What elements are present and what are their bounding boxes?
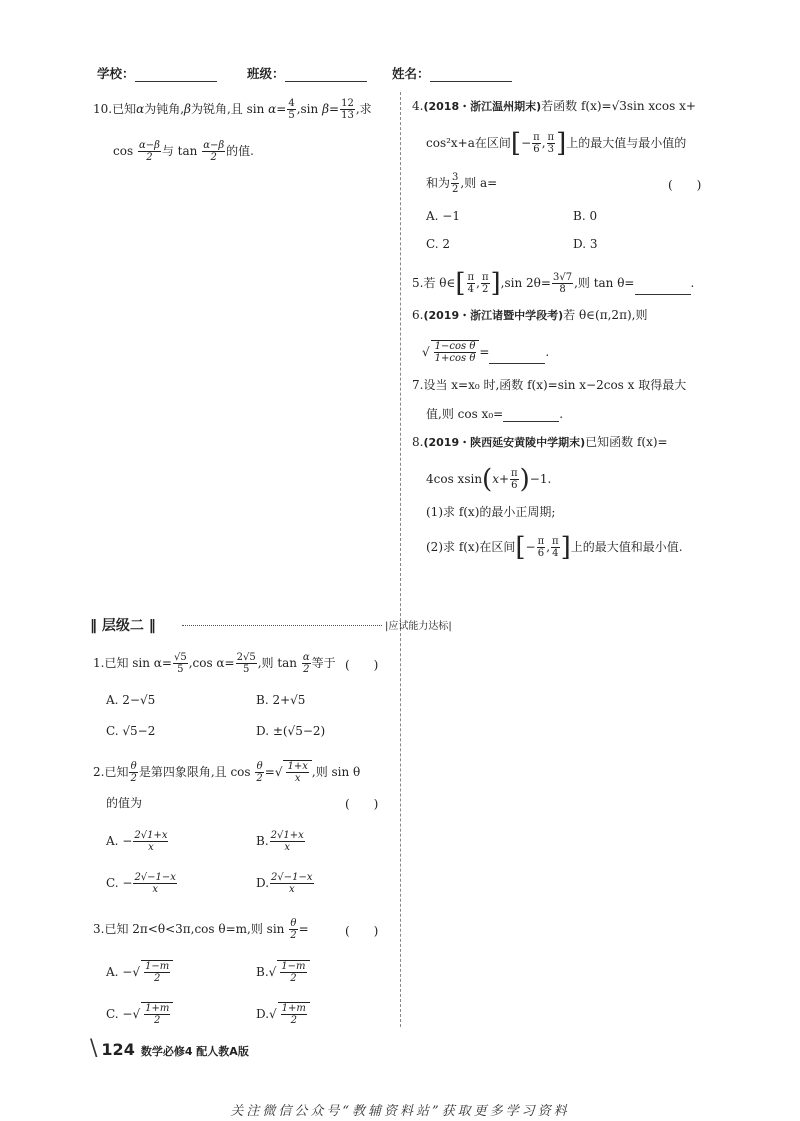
column-divider [400, 92, 401, 1027]
q4-option-a[interactable]: A. −1 [426, 209, 460, 223]
q10-line2: cos $\frac{\alpha-\beta}{2}$ 与 tan $\frac{\alpha-\beta}{2}$ 的值. [113, 140, 254, 163]
class-label: 班级： [247, 66, 285, 81]
q4-option-b[interactable]: B. 0 [573, 209, 598, 223]
q7-stem: 7.设当 x=x₀ 时,函数 f(x)=sin x−2cos x 取得最大 [412, 378, 687, 392]
q4-stem: 4.(2018・浙江温州期末)若函数 f(x)=√3sin xcos x+ [412, 99, 696, 113]
q2-stem: 2.已知 $\frac{\theta}{2}$ 是第四象限角,且 cos $\frac{\theta}{2}$ =√ $\frac{1+x}{x}$ ,则 sin θ [93, 761, 361, 784]
school-label: 学校： [97, 66, 135, 81]
q4-line3: 和为 $\frac{3}{2}$ ,则 a= [426, 172, 498, 195]
footer-slash: \ [90, 1036, 98, 1061]
q2-option-b[interactable]: B. $\frac{2√1+x}{x}$ [256, 830, 304, 853]
level-two-header [90, 615, 452, 637]
q5-stem: 5.若 θ∈[ $\frac{\pi}{4}$ , $\frac{\pi}{2}$ ],sin 2θ= $\frac{3√7}{8}$ ,则 tan θ= . [412, 268, 695, 299]
q1-answer-paren[interactable]: ( ) [345, 658, 379, 672]
q3-option-b[interactable]: B.√ $\frac{1-m}{2}$ [256, 960, 310, 984]
q4-line2: cos²x+a在区间[− $\frac{\pi}{6}$ , $\frac{\pi}{3}$ ]上的最大值与最小值的 [426, 128, 687, 159]
q2-option-d[interactable]: D. $\frac{2√-1-x}{x}$ [256, 872, 313, 895]
q5-answer-blank[interactable] [635, 282, 691, 295]
name-label: 姓名： [392, 66, 430, 81]
q1-option-d[interactable]: D. ±(√5−2) [256, 724, 326, 738]
page-footer [90, 1036, 249, 1061]
q4-option-d[interactable]: D. 3 [573, 237, 598, 251]
q2-option-c[interactable]: C. − $\frac{2√-1-x}{x}$ [106, 872, 176, 895]
watermark: 关注微信公众号“教辅资料站”获取更多学习资料 [230, 1104, 570, 1119]
q8-stem: 8.(2019・陕西延安黄陵中学期末)已知函数 f(x)= [412, 435, 668, 449]
q3-stem: 3.已知 2π<θ<3π,cos θ=m,则 sin $\frac{\theta}{2}$ = [93, 918, 309, 941]
level-dots [182, 625, 382, 626]
q10-line1: 10.已知α为钝角,β为锐角,且 sin α= $\frac{4}{5}$ ,sin β= $\frac{12}{13}$ ,求 [93, 98, 372, 121]
q6-stem: 6.(2019・浙江诸暨中学段考)若 θ∈(π,2π),则 [412, 308, 648, 322]
q1-stem: 1.已知 sin α= $\frac{√5}{5}$ ,cos α= $\frac{2√5}{5}$ ,则 tan $\frac{\alpha}{2}$ 等于 [93, 652, 336, 675]
class-field [247, 64, 367, 82]
q3-option-a[interactable]: A. −√ $\frac{1-m}{2}$ [106, 960, 173, 984]
q3-option-d[interactable]: D.√ $\frac{1+m}{2}$ [256, 1002, 310, 1026]
q7-answer-blank[interactable] [503, 409, 559, 422]
q6-line2: √ $\frac{\text{1−cos θ}}{\text{1+cos θ}}$ = . [422, 341, 550, 364]
q1-option-c[interactable]: C. √5−2 [106, 724, 156, 738]
q6-answer-blank[interactable] [489, 351, 545, 364]
book-title: 数学必修4 配人教A版 [140, 1045, 249, 1058]
level-title: ‖ 层级二 ‖ [90, 618, 156, 634]
school-field [97, 64, 217, 82]
q1-option-a[interactable]: A. 2−√5 [106, 693, 156, 707]
q3-answer-paren[interactable]: ( ) [345, 924, 379, 938]
q8-part2: (2)求 f(x)在区间[− $\frac{\pi}{6}$ , $\frac{\pi}{4}$ ]上的最大值和最小值. [426, 532, 683, 563]
q2-option-a[interactable]: A. − $\frac{2√1+x}{x}$ [106, 830, 168, 853]
q8-line2: 4cos xsin(x+ $\frac{\pi}{6}$ )−1. [426, 464, 552, 495]
school-blank[interactable] [135, 68, 217, 82]
q3-option-c[interactable]: C. −√ $\frac{1+m}{2}$ [106, 1002, 173, 1026]
page-number: 124 [101, 1040, 135, 1059]
name-blank[interactable] [430, 68, 512, 82]
level-subtitle: |应试能力达标| [385, 621, 452, 632]
q1-option-b[interactable]: B. 2+√5 [256, 693, 306, 707]
q8-part1: (1)求 f(x)的最小正周期; [426, 505, 556, 519]
q2-stem-line2: 的值为 [106, 796, 143, 810]
q7-line2: 值,则 cos x₀= . [426, 407, 564, 421]
q4-answer-paren[interactable]: ( ) [668, 178, 702, 192]
name-field [392, 64, 512, 82]
class-blank[interactable] [285, 68, 367, 82]
q2-answer-paren[interactable]: ( ) [345, 797, 379, 811]
q4-option-c[interactable]: C. 2 [426, 237, 451, 251]
